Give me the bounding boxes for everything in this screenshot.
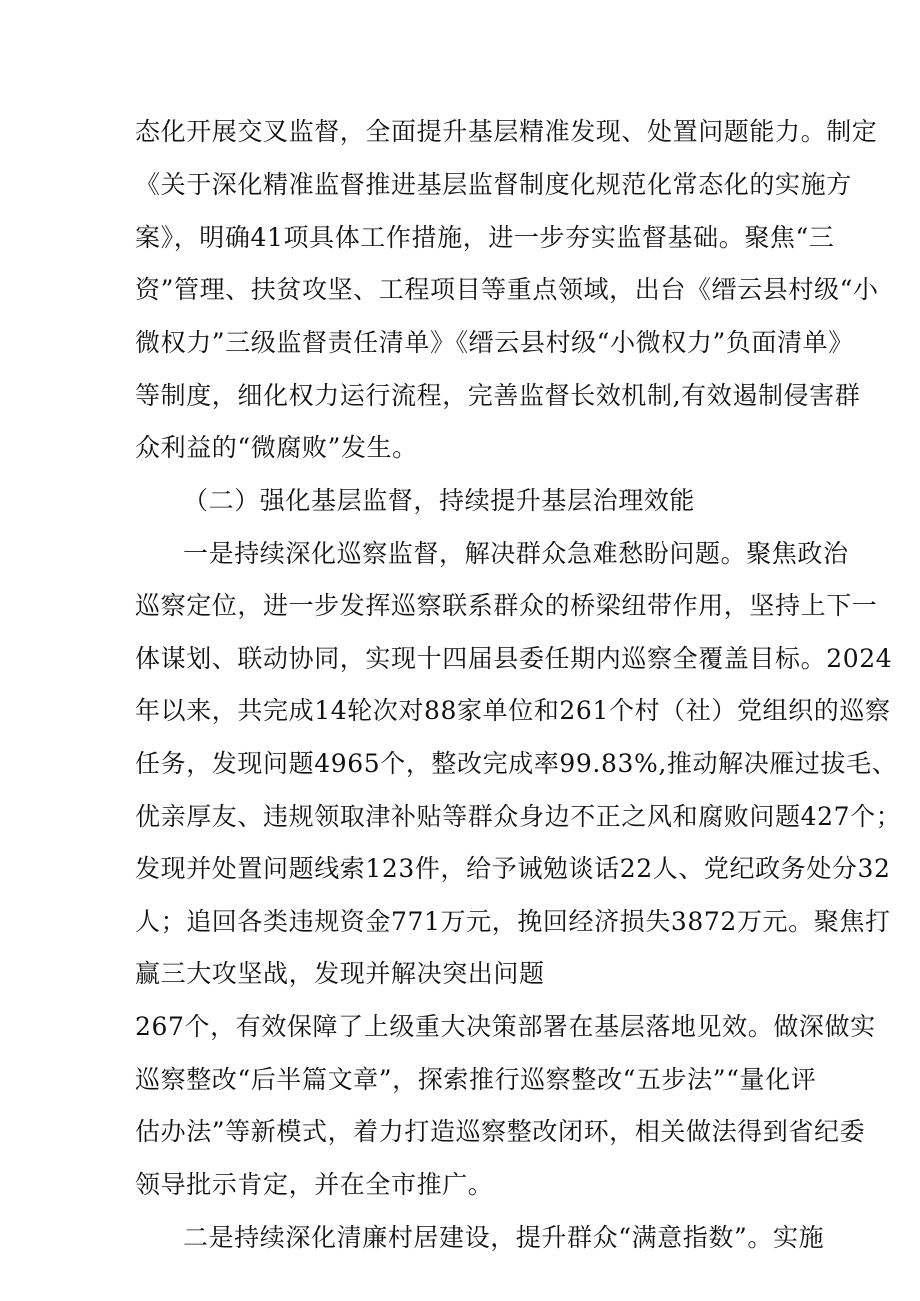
paragraph-line: 赢三大攻坚战，发现并解决突出问题 — [135, 959, 545, 988]
section-heading: （二）强化基层监督，持续提升基层治理效能 — [183, 486, 696, 515]
paragraph-line: 领导批示肯定，并在全市推广。 — [135, 1170, 494, 1199]
paragraph-line: 一是持续深化巡察监督，解决群众急难愁盼问题。聚焦政治 — [183, 539, 849, 568]
paragraph-line: 资”管理、扶贫攻坚、工程项目等重点领域，出台《缙云县村级“小 — [135, 275, 879, 304]
paragraph-line: 发现并处置问题线索123件，给予诫勉谈话22人、党纪政务处分32 — [135, 854, 891, 883]
paragraph-line: 267个，有效保障了上级重大决策部署在基层落地见效。做深做实 — [135, 1012, 876, 1041]
paragraph-line: 巡察整改“后半篇文章”，探索推行巡察整改“五步法”“量化评 — [135, 1065, 817, 1094]
paragraph-line: 案》，明确41项具体工作措施，进一步夯实监督基础。聚焦“三 — [135, 223, 835, 252]
paragraph-line: 任务，发现问题4965个，整改完成率99.83%,推动解决雁过拔毛、 — [135, 749, 898, 778]
paragraph-line: 估办法”等新模式，着力打造巡察整改闭环，相关做法得到省纪委 — [135, 1117, 866, 1146]
paragraph-line: 二是持续深化清廉村居建设，提升群众“满意指数”。实施 — [183, 1223, 825, 1252]
paragraph-line: 等制度，细化权力运行流程，完善监督长效机制,有效遏制侵害群 — [135, 381, 861, 410]
paragraph-line: 巡察定位，进一步发挥巡察联系群众的桥梁纽带作用，坚持上下一 — [135, 591, 878, 620]
paragraph-line: 人；追回各类违规资金771万元，挽回经济损失3872万元。聚焦打 — [135, 907, 891, 936]
paragraph-line: 《关于深化精准监督推进基层监督制度化规范化常态化的实施方 — [135, 170, 852, 199]
paragraph-line: 优亲厚友、违规领取津补贴等群众身边不正之风和腐败问题427个； — [135, 802, 902, 831]
paragraph-line: 态化开展交叉监督，全面提升基层精准发现、处置问题能力。制定 — [135, 117, 878, 146]
paragraph-line: 年以来，共完成14轮次对88家单位和261个村（社）党组织的巡察 — [135, 696, 891, 725]
paragraph-line: 微权力”三级监督责任清单》《缙云县村级“小微权力”负面清单》 — [135, 328, 854, 357]
paragraph-line: 体谋划、联动协同，实现十四届县委任期内巡察全覆盖目标。2024 — [135, 644, 893, 673]
paragraph-line: 众利益的“微腐败”发生。 — [135, 433, 418, 462]
